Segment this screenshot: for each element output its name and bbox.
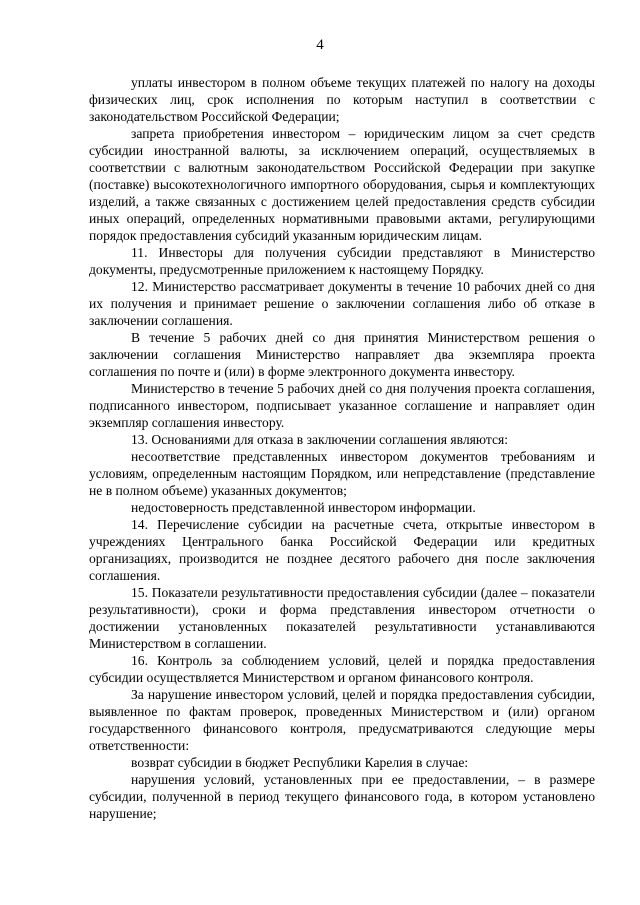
paragraph: уплаты инвестором в полном объеме текущих платежей по налогу на доходы физических лиц, срок исполнения по которым наступил в соответствии с законодательством Российской Федерации;	[89, 75, 595, 124]
paragraph: недостоверность представленной инвестором информации.	[131, 500, 476, 515]
paragraph: 14. Перечисление субсидии на расчетные счета, открытые инвестором в учреждениях Центрального банка Российской Федерации или кредитных организациях, производится не позднее десятого рабочего дня после заключения соглашения.	[89, 517, 595, 583]
paragraph: несоответствие представленных инвестором документов требованиям и условиям, определенным настоящим Порядком, или непредставление (представление не в полном объеме) указанных документов;	[89, 449, 595, 498]
page-number: 4	[316, 37, 324, 53]
document-body	[89, 74, 595, 822]
paragraph: В течение 5 рабочих дней со дня принятия Министерством решения о заключении соглашения Министерство направляет два экземпляра проекта соглашения по почте и (или) в форме электронного документа инвестору.	[89, 330, 595, 379]
paragraph: запрета приобретения инвестором – юридическим лицом за счет средств субсидии иностранной валюты, за исключением операций, осуществляемых в соответствии с валютным законодательством Российской Федерации при закупке (поставке) высокотехнологичного импортного оборудования, сырья и комплектующих изделий, а также связанных с достижением целей предоставления средств субсидии иных операций, определенных нормативными правовыми актами, регулирующими порядок предоставления субсидий указанным юридическим лицам.	[89, 126, 595, 243]
paragraph: За нарушение инвестором условий, целей и порядка предоставления субсидии, выявленное по фактам проверок, проведенных Министерством и (или) органом государственного финансового контроля, предусматриваются следующие меры ответственности:	[89, 687, 595, 753]
paragraph: 15. Показатели результативности предоставления субсидии (далее – показатели результативности), сроки и форма представления инвестором отчетности о достижении установленных показателей результативности устанавливаются Министерством в соглашении.	[89, 585, 595, 651]
paragraph: 16. Контроль за соблюдением условий, целей и порядка предоставления субсидии осуществляется Министерством и органом финансового контроля.	[89, 653, 595, 685]
paragraph: 11. Инвесторы для получения субсидии представляют в Министерство документы, предусмотренные приложением к настоящему Порядку.	[89, 245, 595, 277]
paragraph: нарушения условий, установленных при ее предоставлении, – в размере субсидии, полученной в период текущего финансового года, в котором установлено нарушение;	[89, 772, 595, 821]
paragraph: возврат субсидии в бюджет Республики Карелия в случае:	[131, 755, 469, 770]
paragraph: Министерство в течение 5 рабочих дней со дня получения проекта соглашения, подписанного инвестором, подписывает указанное соглашение и направляет один экземпляр соглашения инвестору.	[89, 381, 595, 430]
paragraph: 13. Основаниями для отказа в заключении соглашения являются:	[131, 432, 509, 447]
paragraph: 12. Министерство рассматривает документы в течение 10 рабочих дней со дня их получения и принимает решение о заключении соглашения либо об отказе в заключении соглашения.	[89, 279, 595, 328]
